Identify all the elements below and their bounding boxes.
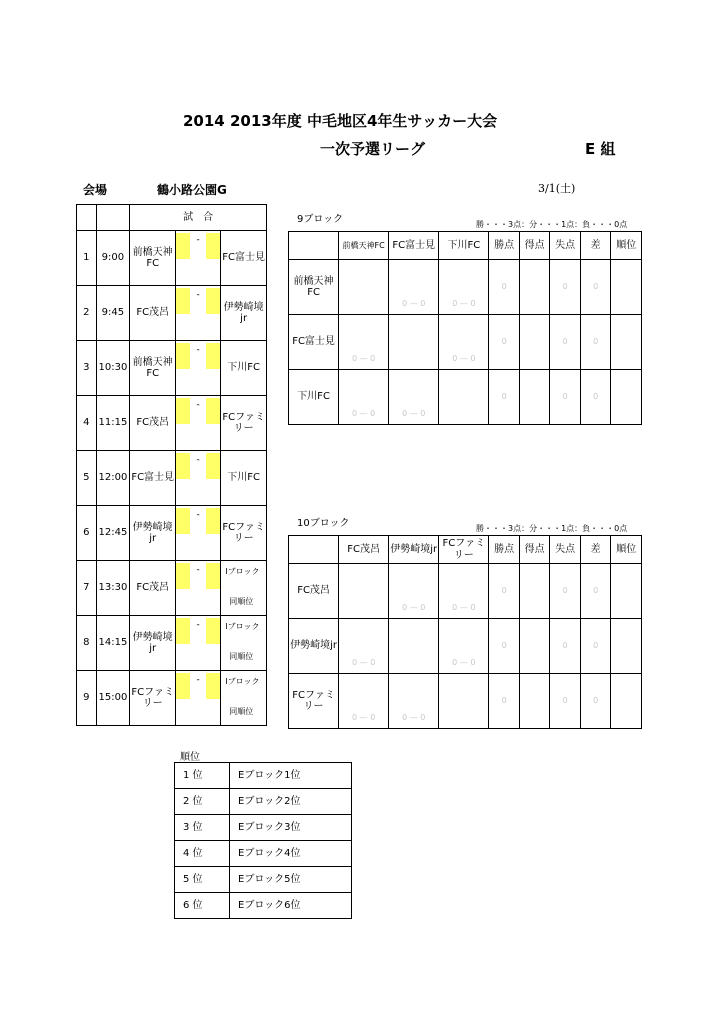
league-stat-cell	[611, 315, 642, 370]
league-corner	[289, 536, 339, 564]
league-score: 0 — 0	[452, 353, 476, 363]
league-stat-cell	[550, 315, 581, 370]
league-score: 0 — 0	[452, 298, 476, 308]
home-team: 前橋天神FC	[130, 341, 176, 396]
match-time: 11:15	[96, 396, 130, 451]
league-result-cell	[389, 674, 439, 729]
match-number: 3	[77, 341, 97, 396]
league-stat-cell	[580, 619, 611, 674]
home-score-box	[176, 233, 190, 259]
league-stat-cell	[611, 260, 642, 315]
league-score: 0 — 0	[402, 712, 426, 722]
score-cell	[176, 671, 221, 726]
league-stat-cell	[519, 564, 550, 619]
league-stat-cell	[550, 564, 581, 619]
league-self-cell	[439, 370, 489, 425]
schedule-table	[76, 204, 267, 726]
league-col-team: FC富士見	[389, 232, 439, 260]
ranking-position: 3 位	[175, 815, 230, 841]
ranking-row	[175, 763, 352, 789]
league-stat-cell	[489, 564, 520, 619]
match-number: 4	[77, 396, 97, 451]
home-score-box	[176, 508, 190, 534]
score-dash: -	[196, 345, 200, 355]
schedule-row	[77, 671, 267, 726]
score-dash: -	[196, 675, 200, 685]
league-stat-cell	[611, 674, 642, 729]
league-score: 0 — 0	[402, 408, 426, 418]
home-team: 前橋天神FC	[130, 231, 176, 286]
ranking-team: Eブロック1位	[230, 763, 352, 789]
score-dash: -	[196, 565, 200, 575]
home-team: 伊勢崎境jr	[130, 506, 176, 561]
ranking-row	[175, 841, 352, 867]
away-score-box	[206, 398, 220, 424]
league-score: 0 — 0	[452, 657, 476, 667]
league-stat-cell	[519, 674, 550, 729]
match-date: 3/1(土)	[538, 182, 576, 195]
home-team: FC茂呂	[130, 561, 176, 616]
home-score-box	[176, 343, 190, 369]
league-stat-value: 0	[593, 586, 599, 595]
league-stat-value: 0	[501, 641, 507, 650]
home-score-box	[176, 398, 190, 424]
league-stat-cell	[611, 619, 642, 674]
ranking-row	[175, 815, 352, 841]
league-col-stat: 差	[580, 536, 611, 564]
ranking-team: Eブロック5位	[230, 867, 352, 893]
league-col-stat: 差	[580, 232, 611, 260]
match-number: 6	[77, 506, 97, 561]
league-stat-cell	[611, 370, 642, 425]
block9-league-table	[288, 231, 642, 425]
match-number: 8	[77, 616, 97, 671]
league-result-cell	[339, 674, 389, 729]
league-stat-cell	[550, 260, 581, 315]
league-score: 0 — 0	[402, 602, 426, 612]
league-stat-cell	[550, 619, 581, 674]
league-col-stat: 失点	[550, 536, 581, 564]
league-score: 0 — 0	[402, 298, 426, 308]
away-score-box	[206, 508, 220, 534]
league-stat-cell	[580, 564, 611, 619]
block9-points-rule: 勝・・・3点：分・・・1点：負・・・0点	[476, 220, 628, 229]
away-score-box	[206, 288, 220, 314]
away-team: 下川FC	[221, 341, 267, 396]
schedule-row	[77, 561, 267, 616]
league-col-team: 伊勢崎境jr	[389, 536, 439, 564]
league-stat-value: 0	[593, 696, 599, 705]
home-score-box	[176, 673, 190, 699]
score-cell	[176, 341, 221, 396]
match-number: 5	[77, 451, 97, 506]
league-header-row	[289, 232, 642, 260]
match-number: 1	[77, 231, 97, 286]
league-self-cell	[389, 315, 439, 370]
score-dash: -	[196, 400, 200, 410]
league-stat-value: 0	[593, 337, 599, 346]
ranking-table	[174, 762, 352, 919]
score-cell	[176, 286, 221, 341]
match-time: 15:00	[96, 671, 130, 726]
league-col-stat: 順位	[611, 232, 642, 260]
league-result-cell	[389, 260, 439, 315]
league-stat-value: 0	[593, 641, 599, 650]
match-number: 7	[77, 561, 97, 616]
league-row-team: FC富士見	[289, 315, 339, 370]
league-stat-value: 0	[593, 282, 599, 291]
away-team: FC富士見	[221, 231, 267, 286]
ranking-row	[175, 789, 352, 815]
league-score: 0 — 0	[352, 712, 376, 722]
away-score-box	[206, 453, 220, 479]
league-header-row	[289, 536, 642, 564]
home-score-box	[176, 453, 190, 479]
league-stat-cell	[611, 564, 642, 619]
league-score: 0 — 0	[352, 408, 376, 418]
league-result-cell	[339, 619, 389, 674]
away-team: 下川FC	[221, 451, 267, 506]
home-team: FC富士見	[130, 451, 176, 506]
match-time: 14:15	[96, 616, 130, 671]
away-team-rank: 同順位	[229, 707, 254, 716]
league-col-team: 前橋天神FC	[339, 232, 389, 260]
league-row	[289, 619, 642, 674]
match-number: 2	[77, 286, 97, 341]
league-row	[289, 315, 642, 370]
league-stat-cell	[580, 674, 611, 729]
schedule-row	[77, 396, 267, 451]
league-result-cell	[439, 315, 489, 370]
league-stat-cell	[550, 674, 581, 729]
league-score: 0 — 0	[452, 602, 476, 612]
score-dash: -	[196, 455, 200, 465]
league-stat-value: 0	[562, 696, 568, 705]
schedule-row	[77, 341, 267, 396]
ranking-label: 順位	[180, 752, 200, 763]
league-col-stat: 失点	[550, 232, 581, 260]
league-stat-cell	[519, 619, 550, 674]
league-result-cell	[389, 564, 439, 619]
league-row-team: 下川FC	[289, 370, 339, 425]
away-team: 伊勢崎境jr	[221, 286, 267, 341]
league-result-cell	[439, 564, 489, 619]
league-col-stat: 勝点	[489, 232, 520, 260]
league-row	[289, 564, 642, 619]
ranking-team: Eブロック2位	[230, 789, 352, 815]
schedule-row	[77, 451, 267, 506]
away-team-block: Iブロック	[225, 622, 260, 631]
league-row-team: FC茂呂	[289, 564, 339, 619]
venue-label: 会場	[83, 183, 108, 197]
away-score-box	[206, 343, 220, 369]
home-score-box	[176, 288, 190, 314]
league-row	[289, 260, 642, 315]
schedule-header-match: 試 合	[130, 205, 267, 231]
match-time: 12:45	[96, 506, 130, 561]
score-cell	[176, 616, 221, 671]
league-result-cell	[339, 370, 389, 425]
ranking-position: 1 位	[175, 763, 230, 789]
ranking-team: Eブロック4位	[230, 841, 352, 867]
league-row	[289, 674, 642, 729]
league-stat-cell	[580, 260, 611, 315]
league-title: 一次予選リーグ	[320, 140, 426, 158]
league-stat-value: 0	[562, 586, 568, 595]
block10-label: 10ブロック	[297, 518, 350, 529]
league-col-team: FCファミリー	[439, 536, 489, 564]
away-team-rank: 同順位	[229, 652, 254, 661]
league-col-stat: 得点	[519, 536, 550, 564]
away-score-box	[206, 618, 220, 644]
league-col-stat: 得点	[519, 232, 550, 260]
ranking-position: 6 位	[175, 893, 230, 919]
schedule-header-no	[77, 205, 97, 231]
block10-points-rule: 勝・・・3点：分・・・1点：負・・・0点	[476, 524, 628, 533]
league-self-cell	[339, 260, 389, 315]
league-stat-cell	[519, 260, 550, 315]
score-dash: -	[196, 235, 200, 245]
ranking-team: Eブロック6位	[230, 893, 352, 919]
league-score: 0 — 0	[352, 353, 376, 363]
league-stat-value: 0	[562, 641, 568, 650]
away-team: FCファミリー	[221, 396, 267, 451]
league-stat-cell	[580, 315, 611, 370]
ranking-row	[175, 867, 352, 893]
league-score: 0 — 0	[352, 657, 376, 667]
home-score-box	[176, 563, 190, 589]
league-self-cell	[439, 674, 489, 729]
home-score-box	[176, 618, 190, 644]
league-corner	[289, 232, 339, 260]
away-team	[221, 561, 267, 616]
league-stat-value: 0	[501, 392, 507, 401]
league-row-team: 前橋天神FC	[289, 260, 339, 315]
schedule-row	[77, 286, 267, 341]
away-team	[221, 671, 267, 726]
away-team-block: Iブロック	[225, 677, 260, 686]
match-time: 9:00	[96, 231, 130, 286]
away-team: FCファミリー	[221, 506, 267, 561]
ranking-team: Eブロック3位	[230, 815, 352, 841]
league-stat-cell	[519, 370, 550, 425]
league-self-cell	[389, 619, 439, 674]
league-stat-value: 0	[562, 282, 568, 291]
ranking-position: 2 位	[175, 789, 230, 815]
away-score-box	[206, 673, 220, 699]
score-cell	[176, 231, 221, 286]
league-col-team: 下川FC	[439, 232, 489, 260]
score-cell	[176, 506, 221, 561]
league-stat-value: 0	[593, 392, 599, 401]
league-result-cell	[439, 260, 489, 315]
league-stat-value: 0	[562, 392, 568, 401]
ranking-row	[175, 893, 352, 919]
tournament-title: 2014 2013年度 中毛地区4年生サッカー大会	[183, 112, 498, 130]
ranking-position: 5 位	[175, 867, 230, 893]
league-col-stat: 勝点	[489, 536, 520, 564]
league-result-cell	[339, 315, 389, 370]
block9-label: 9ブロック	[297, 214, 344, 225]
league-stat-value: 0	[501, 696, 507, 705]
score-cell	[176, 396, 221, 451]
league-stat-cell	[489, 674, 520, 729]
score-dash: -	[196, 510, 200, 520]
league-stat-cell	[489, 619, 520, 674]
league-stat-value: 0	[501, 337, 507, 346]
score-dash: -	[196, 290, 200, 300]
schedule-header-time	[96, 205, 130, 231]
score-cell	[176, 561, 221, 616]
league-stat-value: 0	[562, 337, 568, 346]
schedule-row	[77, 616, 267, 671]
league-row-team: 伊勢崎境jr	[289, 619, 339, 674]
league-col-team: FC茂呂	[339, 536, 389, 564]
league-result-cell	[389, 370, 439, 425]
group-label: E 組	[585, 140, 616, 158]
match-time: 12:00	[96, 451, 130, 506]
schedule-row	[77, 506, 267, 561]
home-team: FC茂呂	[130, 286, 176, 341]
league-row	[289, 370, 642, 425]
away-score-box	[206, 563, 220, 589]
league-stat-cell	[489, 315, 520, 370]
league-stat-value: 0	[501, 282, 507, 291]
away-team-rank: 同順位	[229, 597, 254, 606]
match-number: 9	[77, 671, 97, 726]
match-time: 10:30	[96, 341, 130, 396]
home-team: 伊勢崎境jr	[130, 616, 176, 671]
league-stat-cell	[580, 370, 611, 425]
league-stat-cell	[489, 260, 520, 315]
home-team: FCファミリー	[130, 671, 176, 726]
away-team-block: Iブロック	[225, 567, 260, 576]
ranking-position: 4 位	[175, 841, 230, 867]
league-stat-cell	[519, 315, 550, 370]
score-cell	[176, 451, 221, 506]
home-team: FC茂呂	[130, 396, 176, 451]
league-self-cell	[339, 564, 389, 619]
schedule-row	[77, 231, 267, 286]
league-stat-cell	[550, 370, 581, 425]
league-result-cell	[439, 619, 489, 674]
block10-league-table	[288, 535, 642, 729]
away-team	[221, 616, 267, 671]
venue-name: 鶴小路公園G	[157, 183, 227, 197]
league-col-stat: 順位	[611, 536, 642, 564]
league-row-team: FCファミリー	[289, 674, 339, 729]
match-time: 9:45	[96, 286, 130, 341]
league-stat-value: 0	[501, 586, 507, 595]
score-dash: -	[196, 620, 200, 630]
away-score-box	[206, 233, 220, 259]
match-time: 13:30	[96, 561, 130, 616]
league-stat-cell	[489, 370, 520, 425]
